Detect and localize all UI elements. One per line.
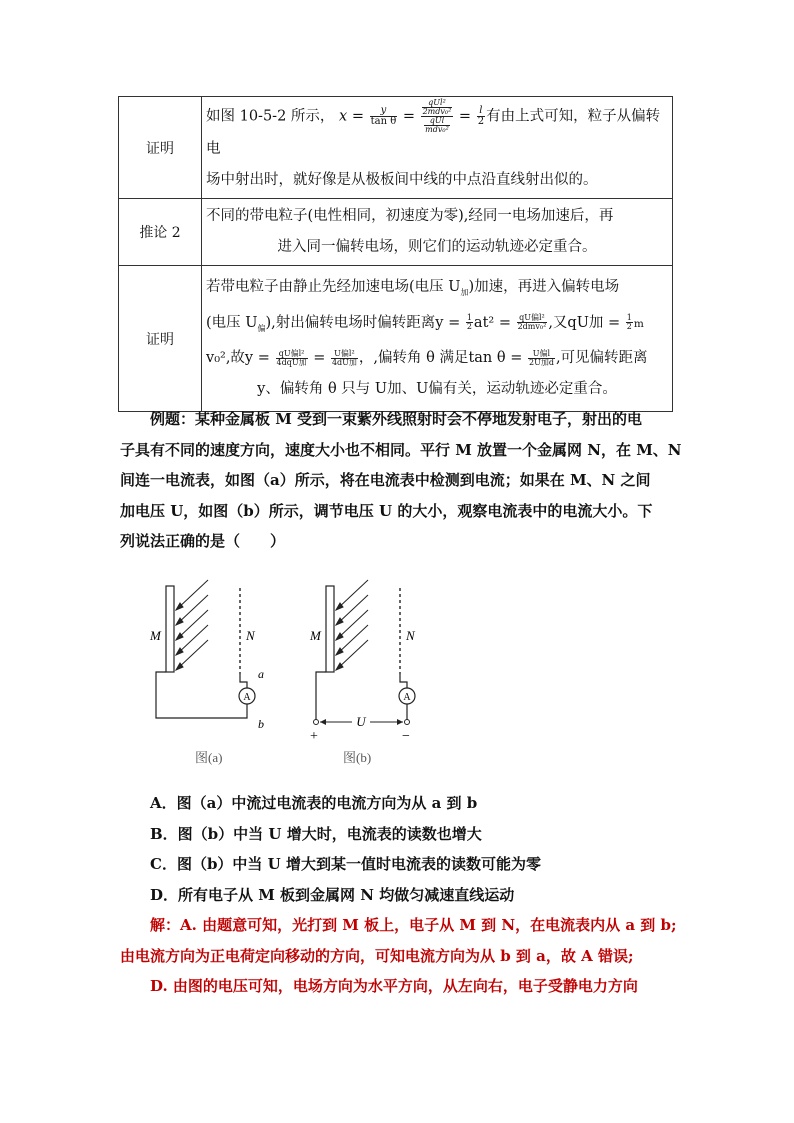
- fraction: $\frac{\text{qU偏l²}}{\text{2dmv₀²}}$: [517, 313, 547, 331]
- solution-line: D. 由图的电压可知，电场方向为水平方向，从左向右，电子受静电力方向: [150, 977, 638, 995]
- svg-text:A: A: [243, 692, 251, 703]
- fraction: $\frac{1}{2}$: [466, 313, 472, 331]
- uv-rays: [336, 580, 368, 670]
- option-a: A．图（a）中流过电流表的电流方向为从 a 到 b: [150, 794, 478, 812]
- svg-text:图(b): 图(b): [343, 750, 372, 765]
- proof-line-1: 如图 10-5-2 所示， x = $\frac{y}{\text{tan θ}}$ = $\frac{\frac{\text{qUl²}}{\text{2mdv₀²}}}{\frac{\text{qUl}}{\text{mdv₀²}}}$ = $\frac{l}{2}$ 有由上式可知，粒子从偏转电: [206, 98, 661, 157]
- proof2-line-4: y、偏转角 θ 只与 U加、U偏有关，运动轨迹必定重合。: [257, 381, 617, 398]
- metal-plate-m: [166, 586, 174, 672]
- fraction: $\frac{1}{2}$: [626, 313, 632, 331]
- example-line: 例题：某种金属板 M 受到一束紫外线照射时会不停地发射电子，射出的电: [150, 410, 643, 428]
- option-c: C．图（b）中当 U 增大到某一值时电流表的读数可能为零: [150, 855, 541, 873]
- solution-line: 解：A. 由题意可知，光打到 M 板上，电子从 M 到 N，在电流表内从 a 到 b;: [150, 916, 677, 934]
- example-line: 列说法正确的是（ ）: [120, 532, 286, 550]
- svg-text:U: U: [356, 714, 366, 729]
- properties-table: [118, 96, 673, 412]
- table-row: [119, 97, 673, 199]
- wire: [316, 672, 326, 720]
- compound-fraction: $\frac{\frac{\text{qUl²}}{\text{2mdv₀²}}}{\frac{\text{qUl}}{\text{mdv₀²}}}$: [422, 98, 452, 134]
- fraction: $\frac{y}{\text{tan θ}}$: [370, 105, 397, 127]
- row-content: [202, 97, 673, 199]
- row-label: 证明: [119, 266, 202, 412]
- option-d: D．所有电子从 M 板到金属网 N 均做匀减速直线运动: [150, 885, 515, 904]
- proof2-line-1: 若带电粒子由静止先经加速电场(电压 $U_加$)加速，再进入偏转电场: [206, 278, 620, 297]
- row-content: [202, 266, 673, 412]
- row-label: 推论 2: [119, 199, 202, 266]
- svg-text:N: N: [246, 628, 255, 643]
- solution: [120, 910, 700, 1002]
- answer-options: [150, 788, 710, 910]
- svg-text:+: +: [310, 729, 318, 744]
- wire: [156, 672, 247, 718]
- fraction: $\frac{\text{U偏l²}}{\text{4dU加}}$: [331, 348, 357, 367]
- figure-a: [149, 580, 264, 765]
- svg-text:a: a: [258, 667, 264, 681]
- terminal: [405, 720, 410, 725]
- corollary-line-2: 进入同一偏转电场，则它们的运动轨迹必定重合。: [277, 239, 597, 255]
- uv-rays: [176, 580, 208, 670]
- svg-text:M: M: [310, 628, 321, 643]
- svg-text:−: −: [402, 729, 410, 744]
- corollary-line-1: 不同的带电粒子(电性相同，初速度为零),经同一电场加速后，再: [206, 208, 614, 224]
- example-line: 间连一电流表，如图（a）所示，将在电流表中检测到电流；如果在 M、N 之间: [120, 471, 651, 489]
- svg-text:N: N: [406, 628, 415, 643]
- circuit-figure: [140, 570, 440, 770]
- wire: [400, 674, 407, 688]
- example-line: 子具有不同的速度方向，速度大小也不相同。平行 M 放置一个金属网 N，在 M、N: [120, 440, 682, 459]
- table-row: [119, 266, 673, 412]
- svg-text:图(a): 图(a): [195, 750, 223, 765]
- proof2-line-3: v₀²,故y = $\frac{\text{qU偏l²}}{\text{4dqU加}}$ = $\frac{\text{U偏l²}}{\text{4dU加}}$ ，,偏转角 θ 满足tan θ = $\frac{\text{U偏l}}{\text{2U加d}}$ ,可见偏转距离: [206, 348, 648, 367]
- row-label: 证明: [119, 97, 202, 199]
- terminal: [314, 720, 319, 725]
- table-row: [119, 199, 673, 266]
- example-line: 加电压 U，如图（b）所示，调节电压 U 的大小，观察电流表中的电流大小。下: [120, 501, 653, 520]
- metal-plate-m: [326, 586, 334, 672]
- fraction: $\frac{\text{U偏l}}{\text{2U加d}}$: [528, 348, 554, 367]
- wire: [240, 674, 247, 688]
- proof-line-2: 场中射出时，就好像是从极板间中线的中点沿直线射出似的。: [206, 172, 598, 188]
- svg-text:b: b: [258, 717, 264, 731]
- fraction: $\frac{\text{qU偏l²}}{\text{4dqU加}}$: [276, 348, 307, 367]
- figure-b: [309, 580, 416, 765]
- example-question: [120, 404, 700, 557]
- row-content: [202, 199, 673, 266]
- proof2-line-2: (电压 $U_偏$),射出偏转电场时偏转距离y = $\frac{1}{2}$ at² = $\frac{\text{qU偏l²}}{\text{2dmv₀²}}$ ,又qU加 = $\frac{1}{2}$ m: [206, 313, 644, 333]
- fraction: $\frac{l}{2}$: [477, 105, 485, 127]
- solution-line: 由电流方向为正电荷定向移动的方向，可知电流方向为从 b 到 a，故 A 错误;: [120, 946, 634, 965]
- option-b: B．图（b）中当 U 增大时，电流表的读数也增大: [150, 824, 482, 843]
- svg-text:M: M: [150, 628, 161, 643]
- svg-text:A: A: [403, 692, 411, 703]
